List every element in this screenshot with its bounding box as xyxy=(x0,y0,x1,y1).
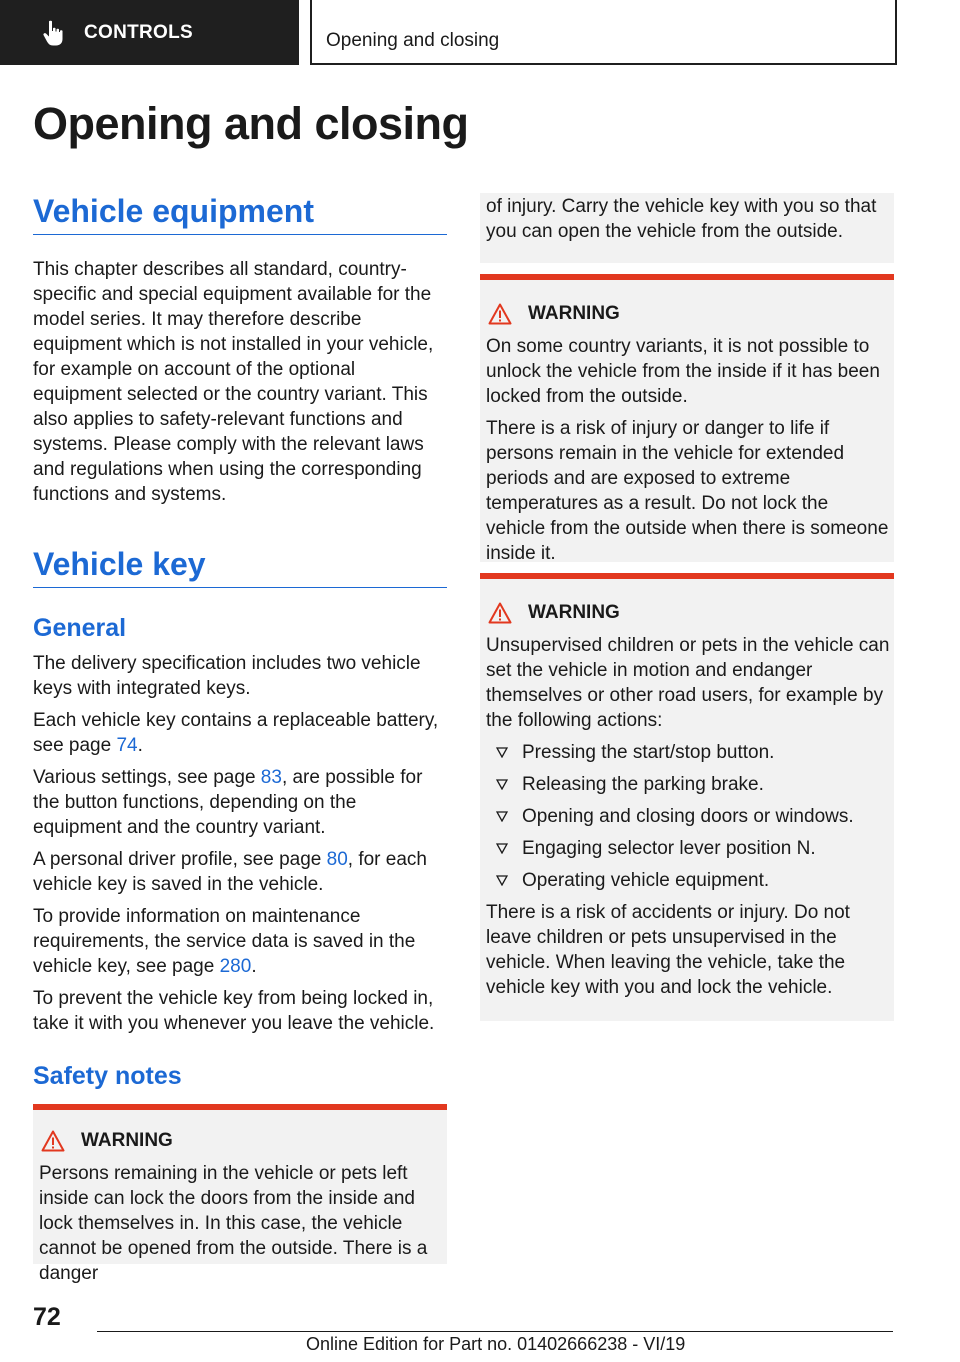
warning-header xyxy=(39,1128,443,1153)
triangle-bullet-icon xyxy=(496,779,508,790)
page-title: Opening and closing xyxy=(33,98,469,149)
action-list xyxy=(486,740,890,893)
warning-box xyxy=(480,280,894,562)
general-paragraph: To provide information on maintenance requirements, the service data is saved in the vehicle key, see page 280. xyxy=(33,906,416,977)
general-paragraph: Each vehicle key contains a replaceable battery, see page 74. xyxy=(33,710,439,756)
vehicle-equipment-text: This chapter describes all standard, country-specific and special equipment available for the model series. It may therefore describe equipment which is not installed in your vehicle, for example on account of the optional equipment selected or the country variant. This also applies to safety-relevant functions and systems. Please comply with the relevant laws and regulations when using the corresponding functions and systems. xyxy=(33,259,434,505)
warning-label: WARNING xyxy=(528,602,620,623)
section-tab xyxy=(0,0,299,65)
warning-triangle-icon xyxy=(488,303,512,325)
page-link-83[interactable]: 83 xyxy=(260,767,282,788)
general-paragraph: The delivery specification includes two vehicle keys with integrated keys. xyxy=(33,653,421,699)
page-number: 72 xyxy=(33,1303,61,1331)
heading-rule xyxy=(33,587,447,588)
warning-triangle-icon xyxy=(488,602,512,624)
triangle-bullet-icon xyxy=(496,875,508,886)
warning-box xyxy=(33,1110,447,1284)
footer-text: Online Edition for Part no. 01402666238 - VI/19 xyxy=(306,1334,686,1354)
page-link-80[interactable]: 80 xyxy=(326,849,348,870)
section-label: CONTROLS xyxy=(84,21,194,43)
page-link-280[interactable]: 280 xyxy=(219,956,252,977)
general-paragraph: A personal driver profile, see page 80, for each vehicle key is saved in the vehicle. xyxy=(33,849,427,895)
warning-triangle-icon xyxy=(41,1130,65,1152)
heading-vehicle-key: Vehicle key xyxy=(33,546,206,582)
warning-text: Persons remaining in the vehicle or pets left inside can lock the doors from the inside and lock themselves in. In this case, the vehicle cannot be opened from the outside. There is a danger xyxy=(39,1163,428,1284)
heading-rule xyxy=(33,234,447,235)
heading-safety-notes: Safety notes xyxy=(33,1062,182,1090)
hand-pointer-icon xyxy=(42,20,64,46)
warning-text: There is a risk of injury or danger to life if persons remain in the vehicle for extended periods and are exposed to extreme temperatures as a result. Do not lock the vehicle from the outside when there is someone inside it. xyxy=(486,418,889,564)
chapter-tab xyxy=(310,0,897,65)
warning-label: WARNING xyxy=(81,1130,173,1151)
warning-header xyxy=(486,600,890,625)
list-item: Pressing the start/stop button. xyxy=(486,740,890,765)
general-body xyxy=(33,651,447,1043)
warning-box xyxy=(480,579,894,1021)
triangle-bullet-icon xyxy=(496,747,508,758)
triangle-bullet-icon xyxy=(496,811,508,822)
warning-text: On some country variants, it is not possible to unlock the vehicle from the inside if it has been locked from the outside. xyxy=(486,336,880,407)
triangle-bullet-icon xyxy=(496,843,508,854)
warning-box-continued xyxy=(480,193,894,263)
footer-rule xyxy=(97,1331,893,1332)
list-item: Releasing the parking brake. xyxy=(486,772,890,797)
page-link-74[interactable]: 74 xyxy=(116,735,138,756)
general-paragraph: Various settings, see page 83, are possible for the button functions, depending on the equipment and the country variant. xyxy=(33,767,423,838)
heading-general: General xyxy=(33,614,127,642)
list-item: Engaging selector lever position N. xyxy=(486,836,890,861)
warning-label: WARNING xyxy=(528,303,620,324)
list-item: Operating vehicle equipment. xyxy=(486,868,890,893)
general-paragraph: To prevent the vehicle key from being locked in, take it with you whenever you leave the vehicle. xyxy=(33,988,435,1034)
chapter-label: Opening and closing xyxy=(326,30,500,51)
warning-header xyxy=(486,301,890,326)
warning-text: of injury. Carry the vehicle key with you so that you can open the vehicle from the outside. xyxy=(486,196,877,242)
vehicle-equipment-body xyxy=(33,257,447,514)
warning-text: There is a risk of accidents or injury. Do not leave children or pets unsupervised in the vehicle. When leaving the vehicle, take the vehicle key with you and lock the vehicle. xyxy=(486,902,850,998)
warning-text: Unsupervised children or pets in the vehicle can set the vehicle in motion and endanger themselves or other road users, for example by the following actions: xyxy=(486,635,890,731)
list-item: Opening and closing doors or windows. xyxy=(486,804,890,829)
heading-vehicle-equipment: Vehicle equipment xyxy=(33,193,314,229)
